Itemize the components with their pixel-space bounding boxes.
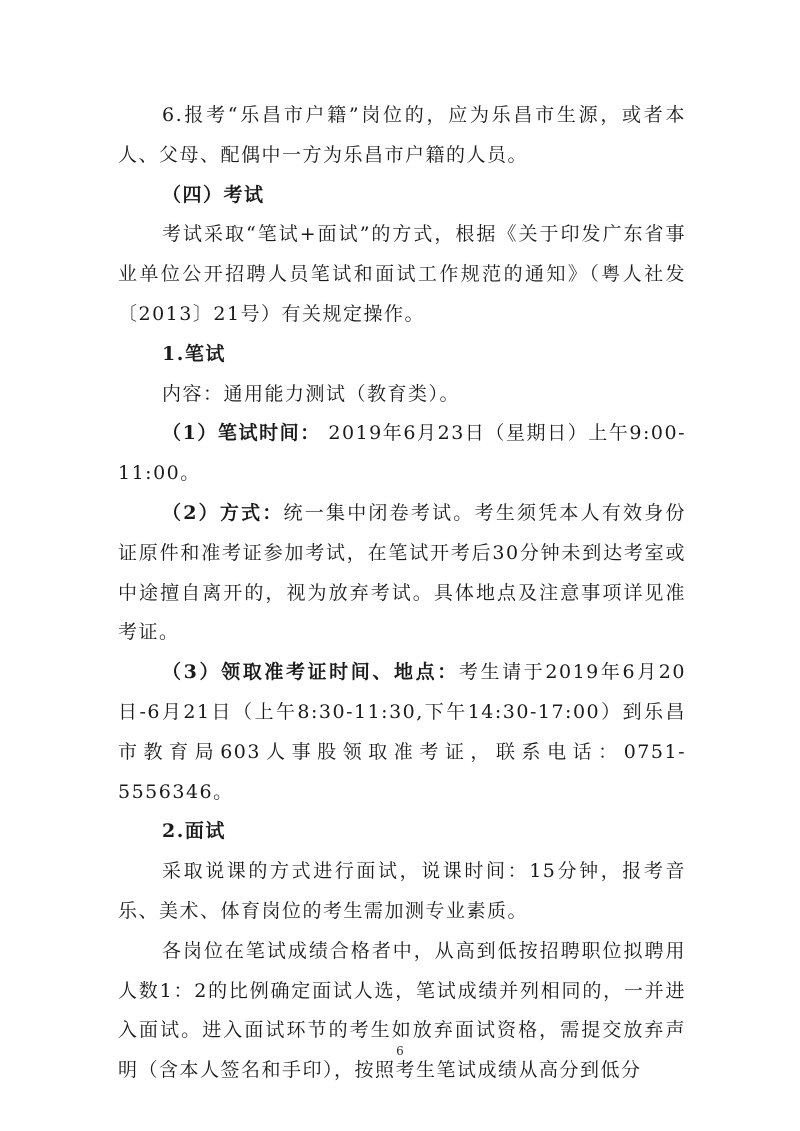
written-time-label: （1）笔试时间： xyxy=(162,422,321,445)
document-body xyxy=(118,96,686,1091)
paragraph-written-format xyxy=(118,494,686,653)
page-number: 6 xyxy=(396,1044,404,1058)
written-format-text: 统一集中闭卷考试。考生须凭本人有效身份证原件和准考证参加考试，在笔试开考后30分钟未到达考室或中途擅自离开的，视为放弃考试。具体地点及注意事项详见准考证。 xyxy=(118,501,686,644)
paragraph-household-requirement: 6.报考“乐昌市户籍”岗位的，应为乐昌市生源，或者本人、父母、配偶中一方为乐昌市户籍的人员。 xyxy=(118,104,686,166)
paragraph-interview-selection: 各岗位在笔试成绩合格者中，从高到低按招聘职位拟聘用人数1：2的比例确定面试人选，笔试成绩并列相同的，一并进入面试。进入面试环节的考生如放弃面试资格，需提交放弃声明（含本人签名和手印），按照考生笔试成绩从高分到低分 xyxy=(118,939,686,1082)
written-time-text: 2019年6月23日（星期日）上午9:00-11:00。 xyxy=(118,422,686,485)
paragraph-written-content: 内容：通用能力测试（教育类）。 xyxy=(162,382,461,405)
admission-ticket-label: （3）领取准考证时间、地点： xyxy=(162,661,459,684)
subheading-interview: 2.面试 xyxy=(162,820,226,843)
admission-ticket-text: 考生请于2019年6月20日-6月21日（上午8:30-11:30,下午14:30-17:00）到乐昌市教育局603人事股领取准考证，联系电话：0751-5556346。 xyxy=(118,661,686,803)
paragraph-exam-method: 考试采取“笔试+面试”的方式，根据《关于印发广东省事业单位公开招聘人员笔试和面试工作规范的通知》（粤人社发〔2013〕21号）有关规定操作。 xyxy=(118,223,686,325)
paragraph-admission-ticket xyxy=(118,653,686,812)
paragraph-interview-method: 采取说课的方式进行面试，说课时间：15分钟，报考音乐、美术、体育岗位的考生需加测专业素质。 xyxy=(118,860,686,922)
section-heading-exam: （四）考试 xyxy=(162,183,265,206)
paragraph-written-time xyxy=(118,414,686,494)
written-format-label: （2）方式： xyxy=(162,501,284,524)
subheading-written-exam: 1.笔试 xyxy=(162,342,226,365)
